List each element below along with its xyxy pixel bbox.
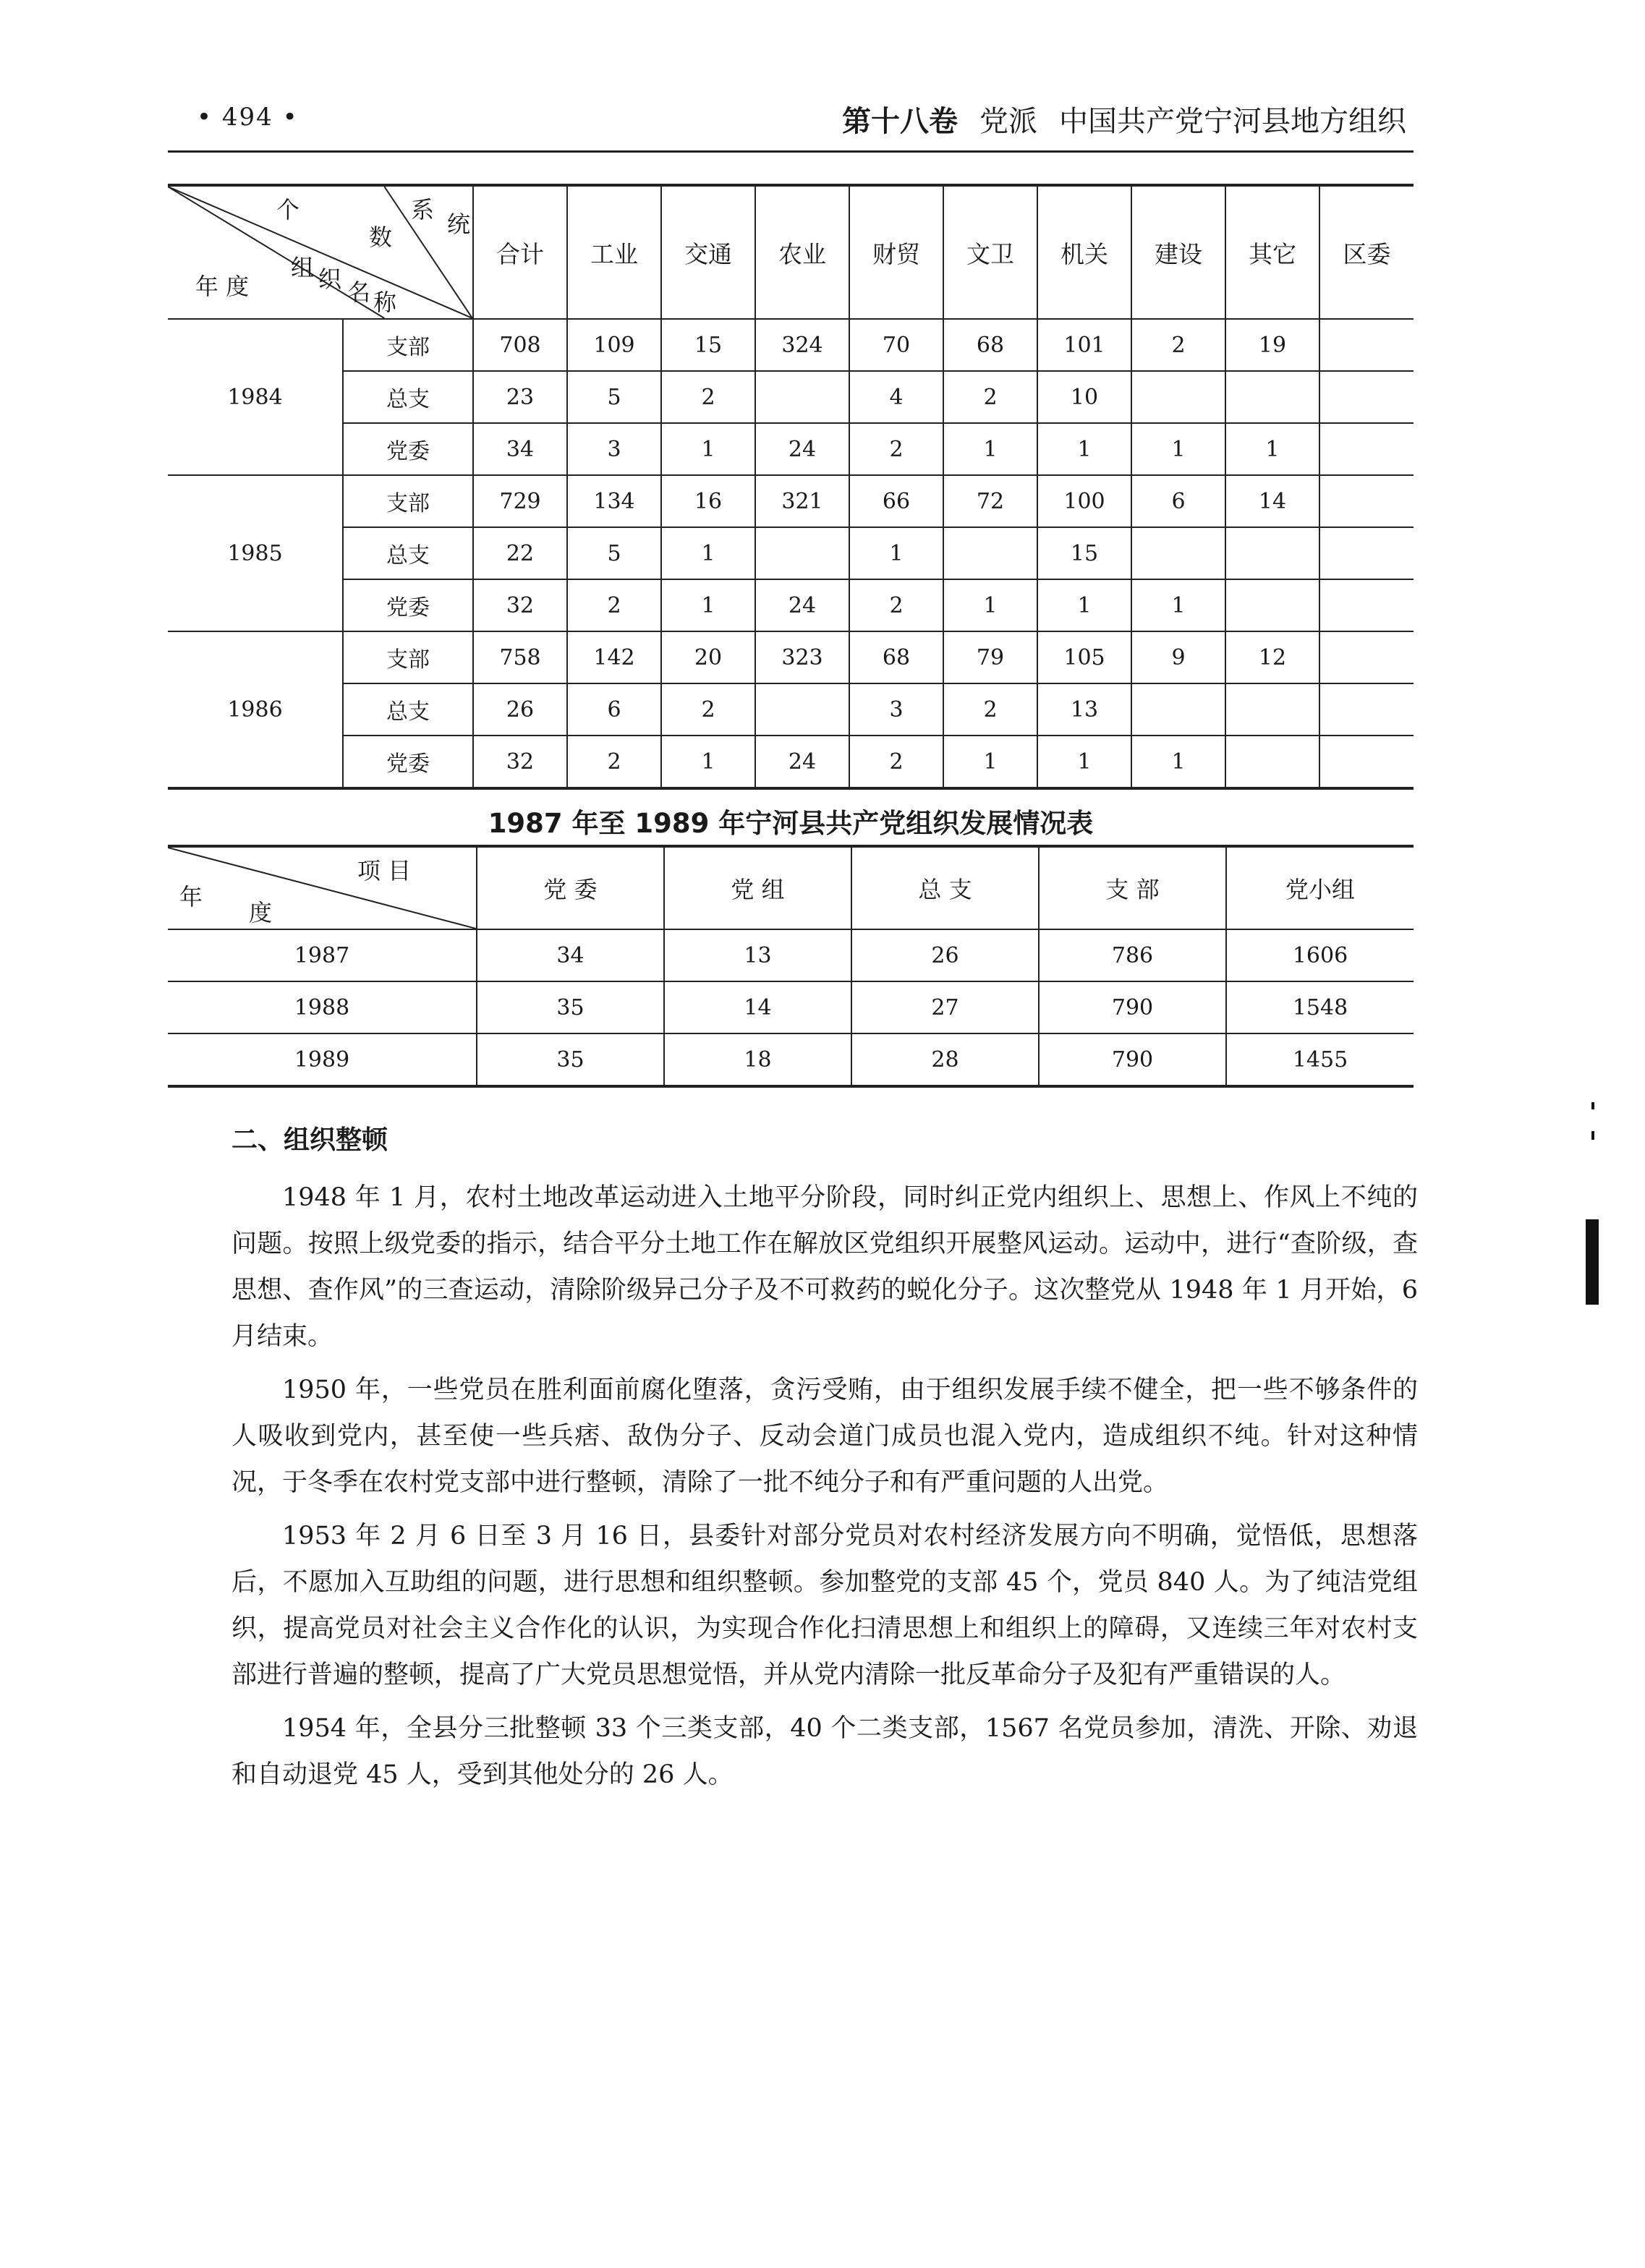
data-cell: 2 bbox=[943, 371, 1037, 423]
table-row bbox=[168, 475, 1414, 527]
data-cell: 4 bbox=[849, 371, 943, 423]
col-header: 财贸 bbox=[849, 185, 943, 319]
paragraph: 1954 年，全县分三批整顿 33 个三类支部，40 个二类支部，1567 名党员参加，清洗、开除、劝退和自动退党 45 人，受到其他处分的 26 人。 bbox=[231, 1714, 1418, 1789]
data-cell bbox=[1319, 371, 1414, 423]
diagonal-line bbox=[168, 848, 476, 929]
data-cell: 1 bbox=[661, 579, 755, 631]
table2-diagonal-header bbox=[168, 846, 477, 929]
col-header: 文卫 bbox=[943, 185, 1037, 319]
paragraph: 1948 年 1 月，农村土地改革运动进入土地平分阶段，同时纠正党内组织上、思想上、作风上不纯的问题。按照上级党委的指示，结合平分土地工作在解放区党组织开展整风运动。运动中，进行“查阶级，查思想、查作风”的三查运动，清除阶级异己分子及不可救药的蜕化分子。这次整党从 1948 年 1 月开始，6 月结束。 bbox=[231, 1183, 1418, 1351]
col-header: 党 委 bbox=[477, 846, 664, 929]
col-header: 建设 bbox=[1131, 185, 1225, 319]
diag-label-year: 年 度 bbox=[195, 273, 250, 300]
data-cell: 321 bbox=[755, 475, 849, 527]
data-cell bbox=[943, 527, 1037, 579]
data-cell bbox=[1319, 683, 1414, 736]
year-cell: 1985 bbox=[168, 475, 343, 631]
data-cell: 79 bbox=[943, 631, 1037, 683]
data-cell: 758 bbox=[473, 631, 567, 683]
table-row bbox=[168, 527, 1414, 579]
data-cell: 2 bbox=[567, 736, 661, 788]
org-type-cell: 党委 bbox=[343, 579, 473, 631]
data-cell: 16 bbox=[661, 475, 755, 527]
data-cell: 3 bbox=[567, 423, 661, 475]
table-row bbox=[168, 981, 1414, 1033]
diag-label-xi: 系 bbox=[411, 196, 435, 223]
col-header: 农业 bbox=[755, 185, 849, 319]
diag-label-cheng: 称 bbox=[373, 289, 397, 316]
data-cell: 6 bbox=[1131, 475, 1225, 527]
data-cell: 34 bbox=[477, 929, 664, 981]
data-cell bbox=[1319, 736, 1414, 788]
data-cell: 142 bbox=[567, 631, 661, 683]
data-cell bbox=[755, 371, 849, 423]
data-cell: 708 bbox=[473, 319, 567, 371]
data-cell: 2 bbox=[849, 736, 943, 788]
org-type-cell: 党委 bbox=[343, 736, 473, 788]
data-cell bbox=[1225, 736, 1319, 788]
data-cell: 72 bbox=[943, 475, 1037, 527]
data-cell: 2 bbox=[661, 371, 755, 423]
diag-label-zhi: 织 bbox=[318, 265, 342, 293]
data-cell bbox=[1131, 527, 1225, 579]
page-number: • 494 • bbox=[197, 103, 299, 132]
col-header: 党 组 bbox=[664, 846, 851, 929]
year-cell: 1989 bbox=[168, 1033, 477, 1086]
data-cell: 66 bbox=[849, 475, 943, 527]
data-cell: 1 bbox=[943, 579, 1037, 631]
data-cell bbox=[1319, 475, 1414, 527]
data-cell bbox=[1225, 527, 1319, 579]
table-row bbox=[168, 319, 1414, 371]
col-header: 交通 bbox=[661, 185, 755, 319]
data-cell: 32 bbox=[473, 579, 567, 631]
org-type-cell: 总支 bbox=[343, 527, 473, 579]
data-cell: 324 bbox=[755, 319, 849, 371]
data-cell bbox=[1319, 527, 1414, 579]
diag-label-zu: 组 bbox=[291, 254, 315, 281]
data-cell: 5 bbox=[567, 371, 661, 423]
paragraph: 1950 年，一些党员在胜利面前腐化堕落，贪污受贿，由于组织发展手续不健全，把一些不够条件的人吸收到党内，甚至使一些兵痞、敌伪分子、反动会道门成员也混入党内，造成组织不纯。针对这种情况，于冬季在农村党支部中进行整顿，清除了一批不纯分子和有严重问题的人出党。 bbox=[231, 1376, 1418, 1497]
year-cell: 1986 bbox=[168, 631, 343, 788]
data-cell: 15 bbox=[1037, 527, 1131, 579]
data-cell: 14 bbox=[1225, 475, 1319, 527]
body-text bbox=[231, 1174, 1418, 1805]
data-cell bbox=[1319, 319, 1414, 371]
data-cell: 24 bbox=[755, 579, 849, 631]
data-cell bbox=[1319, 423, 1414, 475]
data-cell: 13 bbox=[1037, 683, 1131, 736]
data-cell: 1 bbox=[1131, 423, 1225, 475]
data-cell: 68 bbox=[943, 319, 1037, 371]
col-header: 总 支 bbox=[851, 846, 1039, 929]
data-cell: 2 bbox=[567, 579, 661, 631]
table-row bbox=[168, 736, 1414, 788]
data-cell: 1606 bbox=[1226, 929, 1414, 981]
data-cell: 14 bbox=[664, 981, 851, 1033]
data-cell: 1 bbox=[1037, 579, 1131, 631]
scan-margin-mark bbox=[1586, 1219, 1599, 1305]
data-cell: 790 bbox=[1039, 1033, 1226, 1086]
data-cell: 32 bbox=[473, 736, 567, 788]
diag-label-shu: 数 bbox=[369, 223, 393, 251]
data-cell: 2 bbox=[849, 579, 943, 631]
data-cell: 323 bbox=[755, 631, 849, 683]
data-cell: 1 bbox=[1225, 423, 1319, 475]
data-cell: 26 bbox=[473, 683, 567, 736]
data-cell: 1 bbox=[1037, 736, 1131, 788]
data-cell: 790 bbox=[1039, 981, 1226, 1033]
data-cell bbox=[1319, 579, 1414, 631]
col-header: 其它 bbox=[1225, 185, 1319, 319]
table-row bbox=[168, 631, 1414, 683]
col-header: 工业 bbox=[567, 185, 661, 319]
org-type-cell: 总支 bbox=[343, 683, 473, 736]
data-cell bbox=[1225, 371, 1319, 423]
col-header: 合计 bbox=[473, 185, 567, 319]
table-row bbox=[168, 371, 1414, 423]
data-cell bbox=[755, 683, 849, 736]
data-cell: 34 bbox=[473, 423, 567, 475]
data-cell: 105 bbox=[1037, 631, 1131, 683]
org-type-cell: 支部 bbox=[343, 631, 473, 683]
diag-label-item: 项 目 bbox=[357, 857, 412, 884]
table-row bbox=[168, 579, 1414, 631]
data-cell: 2 bbox=[661, 683, 755, 736]
data-cell: 35 bbox=[477, 981, 664, 1033]
data-cell: 1 bbox=[849, 527, 943, 579]
data-cell: 100 bbox=[1037, 475, 1131, 527]
data-cell: 786 bbox=[1039, 929, 1226, 981]
section-label: 中国共产党宁河县地方组织 bbox=[1059, 105, 1406, 138]
scan-speck bbox=[1591, 1102, 1594, 1109]
diag-label-du: 度 bbox=[249, 899, 273, 926]
table1-diagonal-header bbox=[168, 185, 473, 319]
diag-label-tong: 统 bbox=[447, 210, 471, 238]
org-type-cell: 支部 bbox=[343, 319, 473, 371]
col-header: 机关 bbox=[1037, 185, 1131, 319]
col-header: 党小组 bbox=[1226, 846, 1414, 929]
data-cell: 1 bbox=[661, 736, 755, 788]
data-cell: 1 bbox=[1131, 736, 1225, 788]
data-cell: 22 bbox=[473, 527, 567, 579]
data-cell: 2 bbox=[943, 683, 1037, 736]
data-cell: 1 bbox=[661, 423, 755, 475]
data-cell bbox=[1225, 683, 1319, 736]
data-cell: 2 bbox=[1131, 319, 1225, 371]
col-header: 支 部 bbox=[1039, 846, 1226, 929]
data-cell bbox=[1131, 683, 1225, 736]
volume-label: 第十八卷 bbox=[842, 105, 958, 138]
data-cell: 1 bbox=[661, 527, 755, 579]
data-cell: 24 bbox=[755, 423, 849, 475]
data-cell: 15 bbox=[661, 319, 755, 371]
org-count-table-1984-1986 bbox=[168, 184, 1414, 790]
data-cell bbox=[1225, 579, 1319, 631]
data-cell bbox=[1319, 631, 1414, 683]
data-cell: 24 bbox=[755, 736, 849, 788]
data-cell: 6 bbox=[567, 683, 661, 736]
data-cell: 26 bbox=[851, 929, 1039, 981]
diag-label-ge: 个 bbox=[276, 196, 300, 223]
data-cell: 2 bbox=[849, 423, 943, 475]
table-row bbox=[168, 1033, 1414, 1086]
scan-speck bbox=[1591, 1131, 1594, 1140]
data-cell: 109 bbox=[567, 319, 661, 371]
table2-title: 1987 年至 1989 年宁河县共产党组织发展情况表 bbox=[488, 808, 1094, 839]
data-cell: 68 bbox=[849, 631, 943, 683]
data-cell: 9 bbox=[1131, 631, 1225, 683]
data-cell: 1 bbox=[943, 736, 1037, 788]
table-row bbox=[168, 683, 1414, 736]
data-cell: 20 bbox=[661, 631, 755, 683]
data-cell: 70 bbox=[849, 319, 943, 371]
data-cell: 134 bbox=[567, 475, 661, 527]
paragraph: 1953 年 2 月 6 日至 3 月 16 日，县委针对部分党员对农村经济发展方向不明确，觉悟低，思想落后，不愿加入互助组的问题，进行思想和组织整顿。参加整党的支部 45 个，党员 840 人。为了纯洁党组织，提高党员对社会主义合作化的认识，为实现合作化扫清思想上和组织上的障碍，又连续三年对农村支部进行普遍的整顿，提高了广大党员思想觉悟，并从党内清除一批反革命分子及犯有严重错误的人。 bbox=[231, 1522, 1418, 1689]
category-label: 党派 bbox=[979, 105, 1037, 138]
table-row bbox=[168, 929, 1414, 981]
data-cell: 12 bbox=[1225, 631, 1319, 683]
year-cell: 1988 bbox=[168, 981, 477, 1033]
diag-label-ming: 名 bbox=[347, 278, 371, 306]
table-row bbox=[168, 423, 1414, 475]
data-cell bbox=[755, 527, 849, 579]
data-cell: 13 bbox=[664, 929, 851, 981]
data-cell: 1548 bbox=[1226, 981, 1414, 1033]
org-type-cell: 党委 bbox=[343, 423, 473, 475]
data-cell: 27 bbox=[851, 981, 1039, 1033]
data-cell: 729 bbox=[473, 475, 567, 527]
table1-header-row bbox=[168, 185, 1414, 319]
data-cell: 19 bbox=[1225, 319, 1319, 371]
data-cell: 35 bbox=[477, 1033, 664, 1086]
data-cell: 1455 bbox=[1226, 1033, 1414, 1086]
data-cell: 101 bbox=[1037, 319, 1131, 371]
data-cell: 1 bbox=[1037, 423, 1131, 475]
col-header: 区委 bbox=[1319, 185, 1414, 319]
page-header bbox=[168, 93, 1414, 153]
data-cell: 10 bbox=[1037, 371, 1131, 423]
org-type-cell: 总支 bbox=[343, 371, 473, 423]
diag-label-nian: 年 bbox=[179, 883, 203, 911]
org-type-cell: 支部 bbox=[343, 475, 473, 527]
data-cell: 1 bbox=[943, 423, 1037, 475]
section-heading: 二、组织整顿 bbox=[231, 1125, 388, 1155]
org-development-table-1987-1989 bbox=[168, 845, 1414, 1088]
data-cell: 18 bbox=[664, 1033, 851, 1086]
data-cell bbox=[1131, 371, 1225, 423]
data-cell: 3 bbox=[849, 683, 943, 736]
running-head bbox=[842, 98, 1406, 140]
year-cell: 1987 bbox=[168, 929, 477, 981]
table2-header-row bbox=[168, 846, 1414, 929]
year-cell: 1984 bbox=[168, 319, 343, 475]
data-cell: 28 bbox=[851, 1033, 1039, 1086]
data-cell: 5 bbox=[567, 527, 661, 579]
data-cell: 1 bbox=[1131, 579, 1225, 631]
data-cell: 23 bbox=[473, 371, 567, 423]
